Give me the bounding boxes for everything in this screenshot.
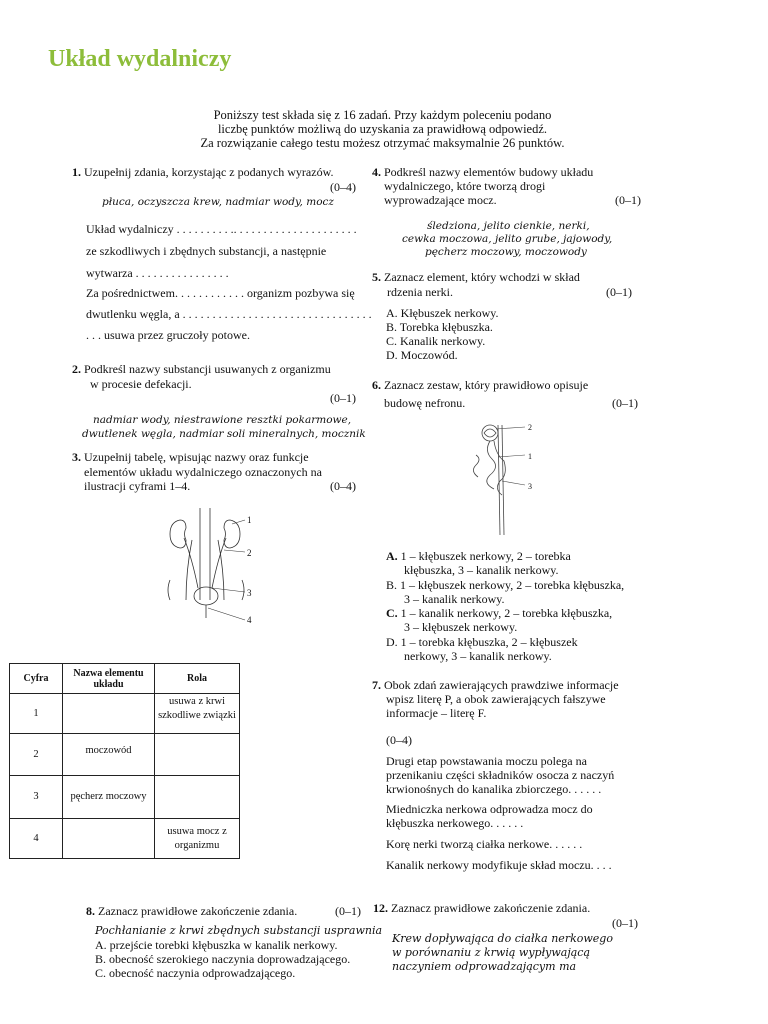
table-cell[interactable] [63,694,155,734]
figure-label: 1 [247,515,252,525]
answer-option-c[interactable]: C. obecność naczynia odprowadzającego. [95,966,296,980]
fill-line[interactable]: Za pośrednictwem. . . . . . . . . . . . organizm pozbywa się [86,286,355,300]
points: (0–1) [612,916,638,930]
question-text: informacje – literę F. [386,706,487,720]
table-cell: moczowód [63,734,155,776]
table-cell: 4 [10,819,63,859]
figure-label: 2 [528,423,532,432]
question-text: wpisz literę P, a obok zawierających fałszywe [386,692,606,706]
table-cell: pęcherz moczowy [63,776,155,819]
question-number: 6. [372,378,381,392]
points: (0–4) [330,479,356,493]
table-cell[interactable] [63,819,155,859]
question-number: 7. [372,678,381,692]
question-text: ilustracji cyframi 1–4. [84,479,191,493]
question-text: Zaznacz prawidłowe zakończenie zdania. [391,901,591,915]
question-text: Uzupełnij tabelę, wpisując nazwy oraz funkcje [84,450,309,464]
intro-line: liczbę punktów możliwą do uzyskania za prawidłową odpowiedź. [217,122,548,136]
question-text: budowę nefronu. [384,396,466,410]
answer-option-a[interactable]: A. przejście torebki kłębuszka w kanalik nerkowy. [95,938,338,952]
question-text: Podkreśl nazwy elementów budowy układu [384,165,594,179]
question-text: wyprowadzające mocz. [384,193,497,207]
question-text: elementów układu wydalniczego oznaczonych na [84,465,322,479]
intro-line: Poniższy test składa się z 16 zadań. Przy każdym poleceniu podano [213,108,552,122]
points: (0–1) [612,396,638,410]
question-text: Uzupełnij zdania, korzystając z podanych wyrazów. [84,165,334,179]
figure-label: 3 [528,482,532,491]
answer-options[interactable]: nadmiar wody, niestrawione resztki pokarmowe, [93,414,352,426]
answer-option-b[interactable]: B. Torebka kłębuszka. [386,320,493,334]
points: (0–4) [330,180,356,194]
option-letter: D. [386,635,398,649]
question-text: w procesie defekacji. [90,377,192,391]
answer-options[interactable]: pęcherz moczowy, moczowody [425,246,587,258]
intro-text [160,108,605,150]
option-text: 1 – torebka kłębuszka, 2 – kłębuszek [400,635,578,649]
option-letter: A. [386,549,398,563]
option-letter: B. [386,578,398,592]
question-text: rdzenia nerki. [387,285,453,299]
question-number: 12. [373,901,388,915]
question-number: 5. [372,270,381,284]
statement-answer-blank[interactable]: kłębuszka nerkowego. . . . . . [386,816,524,830]
table-header: Nazwa elementu układu [63,664,155,694]
option-letter: C. [386,606,398,620]
question-text: Zaznacz prawidłowe zakończenie zdania. [98,904,298,918]
sentence-stem: Krew dopływająca do ciałka nerkowego [392,932,613,945]
table-header: Rola [155,664,240,694]
urinary-system-illustration [150,500,260,630]
sentence-stem: w porównaniu z krwią wypływającą [392,946,591,959]
option-text: 1 – kanalik nerkowy, 2 – torebka kłębuszka, [400,606,613,620]
table-cell: usuwa mocz z organizmu [155,819,240,859]
option-text: 3 – kanalik nerkowy. [404,592,505,606]
question-text: wydalniczego, które tworzą drogi [384,179,546,193]
answer-table [9,663,240,859]
statement-answer-blank[interactable]: Kanalik nerkowy modyfikuje skład moczu. . . . [386,858,612,872]
table-row [10,734,240,776]
answer-options[interactable]: cewka moczowa, jelito grube, jajowody, [402,233,613,245]
statement-text: przenikaniu części składników osocza z naczyń [386,768,615,782]
question-text: Obok zdań zawierających prawdziwe informacje [384,678,619,692]
option-text: 3 – kłębuszek nerkowy. [404,620,518,634]
table-cell: 1 [10,694,63,734]
table-cell: usuwa z krwi szkodliwe związki [155,694,240,734]
fill-line[interactable]: . . . usuwa przez gruczoły potowe. [86,328,250,342]
statement-text: Miedniczka nerkowa odprowadza mocz do [386,802,593,816]
answer-option-d[interactable]: D. Moczowód. [386,348,458,362]
table-row [10,776,240,819]
table-header: Cyfra [10,664,63,694]
option-text: 1 – kłębuszek nerkowy, 2 – torebka [400,549,571,563]
question-number: 3. [72,450,81,464]
fill-line[interactable]: wytwarza . . . . . . . . . . . . . . . . [86,266,229,280]
points: (0–1) [330,391,356,405]
intro-line: Za rozwiązanie całego testu możesz otrzymać maksymalnie 26 punktów. [200,136,565,150]
question-text: Zaznacz element, który wchodzi w skład [384,270,580,284]
table-cell[interactable] [155,734,240,776]
question-text: Podkreśl nazwy substancji usuwanych z organizmu [84,362,331,376]
figure-label: 4 [247,615,252,625]
points: (0–1) [615,193,641,207]
answer-options[interactable]: śledziona, jelito cienkie, nerki, [427,220,590,232]
question-number: 4. [372,165,381,179]
table-row [10,819,240,859]
sentence-stem: Pochłanianie z krwi zbędnych substancji usprawnia [95,924,383,937]
points: (0–1) [606,285,632,299]
statement-answer-blank[interactable]: Korę nerki tworzą ciałka nerkowe. . . . . . [386,837,583,851]
answer-option-c[interactable]: C. Kanalik nerkowy. [386,334,486,348]
figure-label: 2 [247,548,252,558]
table-cell: 2 [10,734,63,776]
option-text: kłębuszka, 3 – kanalik nerkowy. [404,563,559,577]
statement-text: Drugi etap powstawania moczu polega na [386,754,587,768]
answer-option-b[interactable]: B. obecność szerokiego naczynia doprowadzającego. [95,952,351,966]
question-text: Zaznacz zestaw, który prawidłowo opisuje [384,378,589,392]
statement-answer-blank[interactable]: krwionośnych do kanalika zbiorczego. . . . . . [386,782,602,796]
question-number: 2. [72,362,81,376]
page-title: Układ wydalniczy [48,46,232,72]
fill-line: ze szkodliwych i zbędnych substancji, a następnie [86,244,327,258]
points: (0–1) [335,904,361,918]
fill-line[interactable]: Układ wydalniczy . . . . . . . . . .. . . . . . . . . . . . . . . . . . . . . [86,222,357,236]
table-cell[interactable] [155,776,240,819]
option-text: nerkowy, 3 – kanalik nerkowy. [404,649,552,663]
option-text: 1 – kłębuszek nerkowy, 2 – torebka kłębuszka, [400,578,625,592]
fill-line[interactable]: dwutlenku węgla, a . . . . . . . . . . . . . . . . . . . . . . . . . . . . . . . . [86,307,372,321]
table-row [10,694,240,734]
question-number: 8. [86,904,95,918]
figure-label: 3 [247,588,252,598]
question-number: 1. [72,165,81,179]
answer-option-a[interactable]: A. Kłębuszek nerkowy. [386,306,499,320]
answer-options[interactable]: dwutlenek węgla, nadmiar soli mineralnych, mocznik [82,428,366,440]
sentence-stem: naczyniem odprowadzającym ma [392,960,577,973]
table-cell: 3 [10,776,63,819]
word-bank: płuca, oczyszcza krew, nadmiar wody, mocz [102,196,334,208]
points: (0–4) [386,733,412,747]
figure-label: 1 [528,452,532,461]
